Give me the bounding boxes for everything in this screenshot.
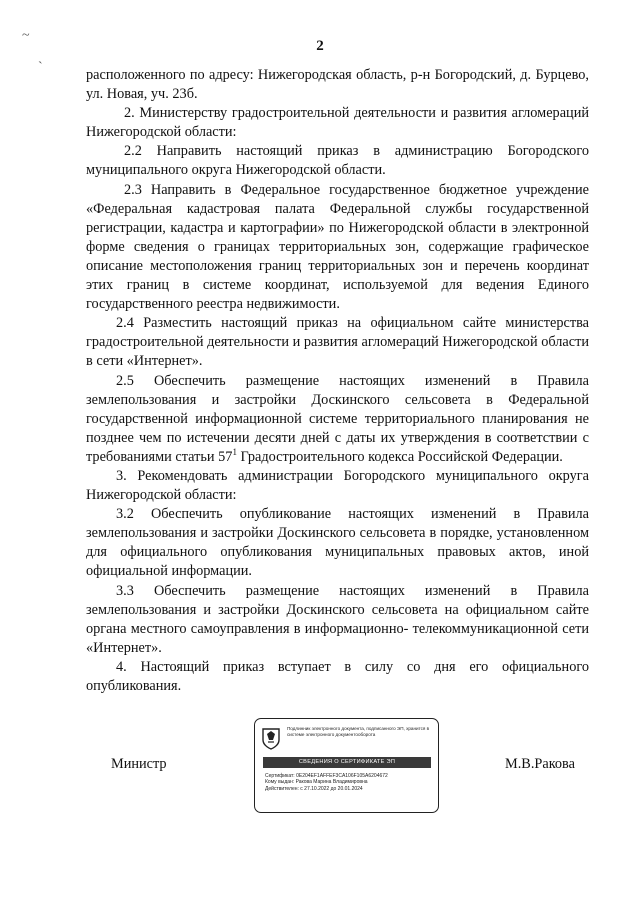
paragraph: 4. Настоящий приказ вступает в силу со дня его официального опубликования. xyxy=(86,658,589,694)
signature-block xyxy=(0,718,640,818)
paragraph: 2.4 Разместить настоящий приказ на официальном сайте министерства градостроительной деятельности и развития агломераций Нижегородской области в сети «Интернет». xyxy=(86,315,589,370)
paragraph-text: Градостроительного кодекса Российской Федерации. xyxy=(236,448,563,465)
coat-of-arms-icon xyxy=(261,727,281,751)
paragraph: расположенного по адресу: Нижегородская область, р-н Богородский, д. Бурцево, ул. Новая, уч. 23б. xyxy=(86,67,589,103)
paragraph: 2. Министерству градостроительной деятельности и развития агломераций Нижегородской области: xyxy=(86,105,589,141)
paragraph: 2.3 Направить в Федеральное государственное бюджетное учреждение «Федеральная кадастровая палата Федеральной службы государственной регистрации, кадастра и картографии» по Нижегородской области в электронной форме сведения о границах территориальных зон, содержащие графическое описание местоположения границ территориальных зон и перечень координат этих границ в системе координат, используемой для ведения Единого государственного реестра недвижимости. xyxy=(86,181,589,313)
paragraph: 2.2 Направить настоящий приказ в администрацию Богородского муниципального округа Нижегородской области. xyxy=(86,143,589,179)
scan-mark: ` xyxy=(38,60,43,75)
certificate-number: Сертификат: 0E204EF1AFFEF3CA106F105A6204672 xyxy=(265,773,388,779)
signatory-title: Министр xyxy=(111,756,167,772)
paragraph xyxy=(86,372,589,467)
document-body xyxy=(86,66,589,696)
superscript: 1 xyxy=(232,447,237,458)
paragraph-text: 2.5 Обеспечить размещение настоящих изменений в Правила землепользования и застройки Доскинского сельсовета в Федеральной государственной информационной системе территориального планирования не позднее чем по истечении десяти дней с даты их утверждения в соответствии с требованиями статьи 57 xyxy=(86,372,589,465)
electronic-signature-stamp xyxy=(254,718,439,813)
certificate-validity: Действителен: с 27.10.2022 до 20.01.2024 xyxy=(265,785,363,792)
paragraph: 3. Рекомендовать администрации Богородского муниципального округа Нижегородской области: xyxy=(86,467,589,504)
signatory-name: М.В.Ракова xyxy=(505,756,575,772)
paragraph: 3.3 Обеспечить размещение настоящих изменений в Правила землепользования и застройки Доскинского сельсовета на официальном сайте органа местного самоуправления в информационно- телекоммуникационной сети «Интернет». xyxy=(86,582,589,656)
stamp-header: Подлинник электронного документа, подписанного ЭП, хранится в системе электронного документооборота xyxy=(287,726,430,737)
page-number: 2 xyxy=(316,38,324,54)
stamp-banner: СВЕДЕНИЯ О СЕРТИФИКАТЕ ЭП xyxy=(263,757,431,768)
certificate-owner: Кому выдан: Ракова Марина Владимировна xyxy=(265,779,368,786)
paragraph: 3.2 Обеспечить опубликование настоящих изменений в Правила землепользования и застройки Доскинского сельсовета в порядке, установленном для официального опубликования муниципальных правовых актов, иной официальной информации. xyxy=(86,506,589,580)
stamp-details xyxy=(265,773,435,792)
scan-mark: ~ xyxy=(22,28,30,43)
